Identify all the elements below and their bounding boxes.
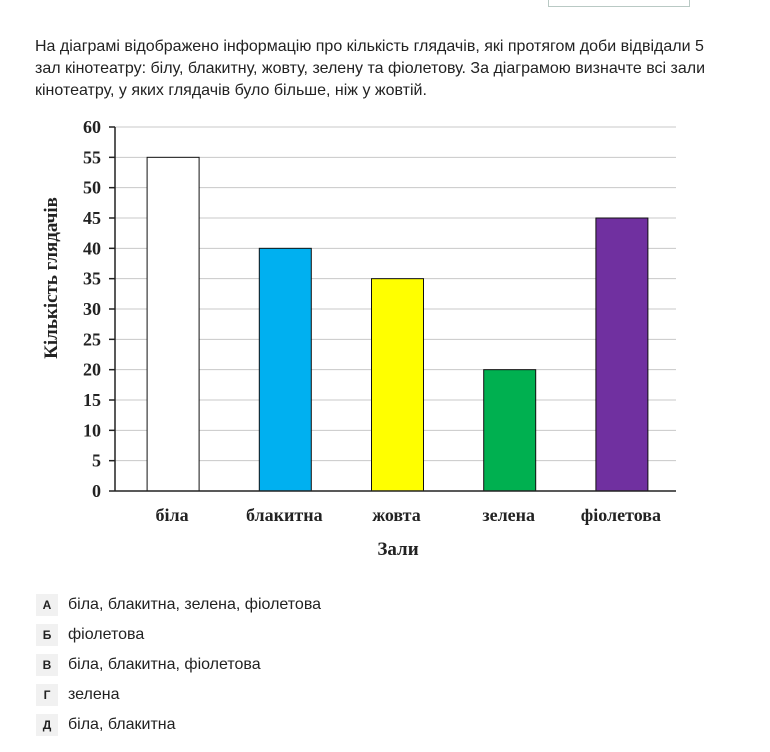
- y-tick-label: 25: [83, 329, 101, 350]
- y-tick-label: 15: [83, 390, 101, 410]
- y-tick-label: 10: [83, 420, 101, 441]
- x-axis: [115, 491, 676, 525]
- option-text: біла, блакитна, фіолетова: [68, 656, 261, 673]
- answer-option[interactable]: [36, 650, 321, 680]
- y-tick-label: 0: [92, 481, 101, 501]
- y-tick-label: 5: [92, 450, 101, 471]
- x-tick-label: фіолетова: [580, 505, 661, 525]
- option-letter: Б: [36, 624, 58, 646]
- answer-options: [36, 590, 321, 740]
- y-tick-label: 45: [83, 208, 101, 228]
- option-text: фіолетова: [68, 626, 145, 643]
- bar-1: [147, 157, 199, 491]
- answer-option[interactable]: [36, 680, 321, 710]
- y-tick-label: 50: [83, 177, 101, 198]
- bar-3: [372, 279, 424, 491]
- question-paragraph: На діаграмі відображено інформацію про кількість глядачів, які протягом доби відвідали 5 зал кінотеатру: білу, блакитну, жовту, зелену та фіолетову. За діаграмою визначте всі зали кінотеатру, у яких глядачів було більше, ніж у жовтій.: [35, 38, 706, 99]
- y-tick-label: 20: [83, 359, 101, 380]
- y-tick-label: 40: [83, 238, 101, 259]
- option-letter: В: [36, 654, 58, 676]
- answer-option[interactable]: [36, 710, 321, 740]
- x-axis-title: Зали: [377, 539, 419, 560]
- x-tick-label: блакитна: [245, 505, 323, 525]
- bar-4: [484, 370, 536, 491]
- bar-2: [259, 248, 311, 491]
- option-text: зелена: [68, 686, 120, 703]
- y-tick-label: 55: [83, 147, 101, 168]
- bar-5: [596, 218, 648, 491]
- option-letter: Г: [36, 684, 58, 706]
- answer-option[interactable]: [36, 590, 321, 620]
- answer-option[interactable]: [36, 620, 321, 650]
- option-letter: А: [36, 594, 58, 616]
- option-text: біла, блакитна: [68, 716, 176, 733]
- x-tick-label: біла: [155, 505, 189, 525]
- y-axis: [83, 117, 115, 501]
- y-tick-label: 35: [83, 268, 101, 289]
- option-letter: Д: [36, 714, 58, 736]
- option-text: біла, блакитна, зелена, фіолетова: [68, 596, 322, 613]
- x-tick-label: зелена: [482, 505, 536, 525]
- y-axis-title: Кількість глядачів: [41, 197, 62, 359]
- y-tick-label: 60: [83, 117, 101, 137]
- x-tick-label: жовта: [372, 505, 421, 525]
- y-tick-label: 30: [83, 299, 101, 319]
- bars: [147, 157, 648, 491]
